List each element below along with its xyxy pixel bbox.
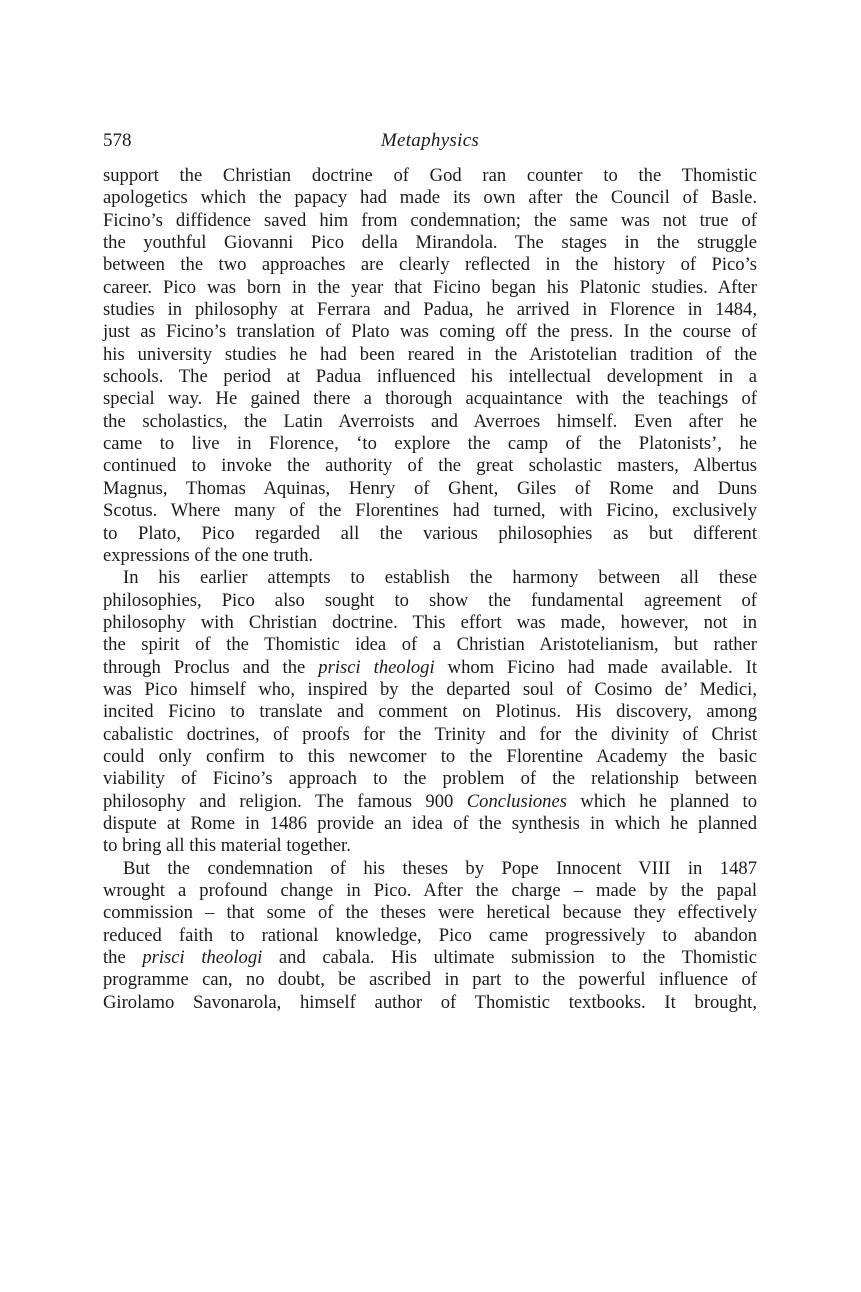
text-line: cabalistic doctrines, of proofs for the Trinity and for the divinity of Christ	[103, 723, 757, 745]
text-line: expressions of the one truth.	[103, 544, 314, 566]
text-line: viability of Ficino’s approach to the problem of the relationship between	[103, 768, 757, 790]
text-line: continued to invoke the authority of the great scholastic masters, Albertus	[103, 455, 757, 477]
text-line: Scotus. Where many of the Florentines had turned, with Ficino, exclusively	[103, 500, 757, 522]
text-line: to Plato, Pico regarded all the various philosophies as but different	[103, 522, 757, 544]
text-run: which he planned to	[566, 790, 757, 812]
text-line: Ficino’s diffidence saved him from condemnation; the same was not true of	[103, 209, 757, 231]
text-line: the youthful Giovanni Pico della Mirandola. The stages in the struggle	[103, 232, 757, 254]
text-line	[103, 657, 757, 679]
text-line: studies in philosophy at Ferrara and Padua, he arrived in Florence in 1484,	[103, 299, 757, 321]
text-line: In his earlier attempts to establish the harmony between all these	[123, 567, 757, 589]
page-number: 578	[103, 130, 132, 151]
text-run: and cabala. His ultimate submission to the Thomistic	[262, 947, 757, 969]
text-line: wrought a profound change in Pico. After the charge – made by the papal	[103, 880, 757, 901]
text-line: programme can, no doubt, be ascribed in part to the powerful influence of	[103, 969, 757, 991]
text-line: just as Ficino’s translation of Plato was coming off the press. In the course of	[103, 321, 757, 343]
text-run: through Proclus and the	[103, 656, 319, 678]
body-text	[103, 165, 757, 1014]
text-line	[103, 791, 757, 813]
italic-term: prisci theologi	[142, 947, 263, 969]
text-line: the spirit of the Thomistic idea of a Christian Aristotelianism, but rather	[103, 634, 757, 656]
text-line: was Pico himself who, inspired by the departed soul of Cosimo de’ Medici,	[103, 678, 757, 700]
text-line: career. Pico was born in the year that Ficino began his Platonic studies. After	[103, 276, 757, 298]
text-line: the scholastics, the Latin Averroists and Averroes himself. Even after he	[103, 410, 757, 432]
running-title: Metaphysics	[380, 130, 480, 151]
text-line: support the Christian doctrine of God ran counter to the Thomistic	[103, 165, 757, 186]
text-line: commission – that some of the theses were heretical because they effectively	[103, 902, 757, 924]
text-line: to bring all this material together.	[103, 835, 351, 857]
text-run: whom Ficino had made available. It	[434, 656, 757, 678]
text-line: came to live in Florence, ‘to explore the camp of the Platonists’, he	[103, 433, 757, 455]
text-run: the	[103, 947, 143, 969]
text-line: But the condemnation of his theses by Pope Innocent VIII in 1487	[123, 857, 757, 879]
italic-term: Conclusiones	[466, 790, 567, 812]
text-line: Magnus, Thomas Aquinas, Henry of Ghent, Giles of Rome and Duns	[103, 477, 757, 499]
text-line: reduced faith to rational knowledge, Pico came progressively to abandon	[103, 924, 757, 946]
italic-term: prisci theologi	[318, 656, 435, 678]
text-line: could only confirm to this newcomer to the Florentine Academy the basic	[103, 745, 757, 767]
text-line: philosophies, Pico also sought to show the fundamental agreement of	[103, 589, 757, 611]
text-line: between the two approaches are clearly reflected in the history of Pico’s	[103, 254, 757, 276]
text-line: dispute at Rome in 1486 provide an idea of the synthesis in which he planned	[103, 812, 757, 834]
text-line	[103, 947, 757, 969]
text-line: apologetics which the papacy had made its own after the Council of Basle.	[103, 187, 757, 209]
text-line: Girolamo Savonarola, himself author of Thomistic textbooks. It brought,	[103, 991, 757, 1013]
text-line: philosophy with Christian doctrine. This effort was made, however, not in	[103, 611, 757, 633]
text-line: his university studies he had been reared in the Aristotelian tradition of the	[103, 343, 757, 365]
running-head	[103, 128, 757, 154]
text-run: philosophy and religion. The famous 900	[103, 790, 467, 812]
text-line: schools. The period at Padua influenced his intellectual development in a	[103, 366, 757, 388]
text-line: special way. He gained there a thorough acquaintance with the teachings of	[103, 388, 757, 410]
text-line: incited Ficino to translate and comment on Plotinus. His discovery, among	[103, 701, 757, 723]
